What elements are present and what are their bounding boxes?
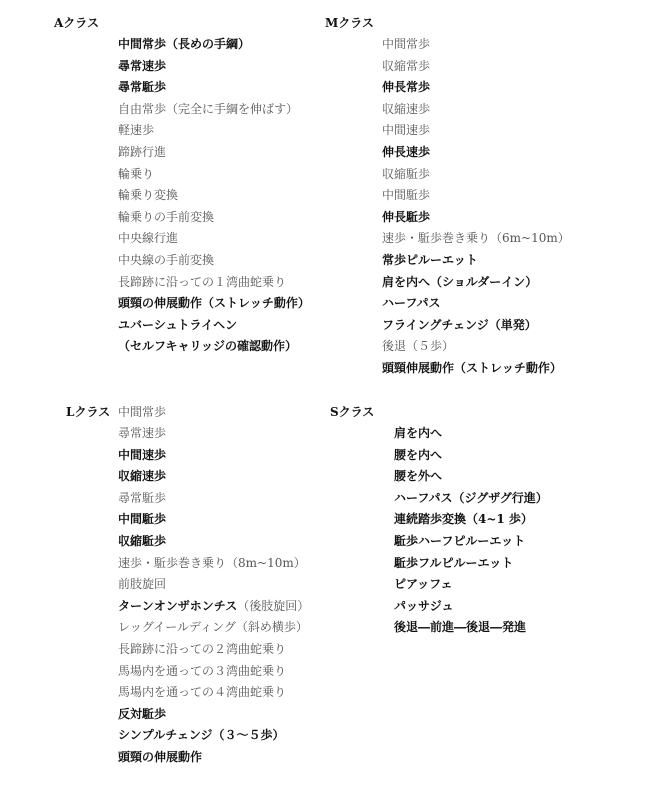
list-item <box>118 315 310 337</box>
list-item <box>382 228 570 250</box>
list-item-text: 収縮駈歩 <box>382 166 431 181</box>
list-item-text: 伸長駈歩 <box>382 209 431 224</box>
class-s-list <box>394 423 548 639</box>
list-item-text: 収縮速歩 <box>118 469 167 484</box>
list-item <box>394 466 548 488</box>
list-item <box>394 488 548 510</box>
list-item <box>118 466 309 488</box>
list-item <box>118 531 309 553</box>
list-item <box>118 661 309 683</box>
list-item <box>394 596 548 618</box>
list-item-text: 馬場内を通っての４湾曲蛇乗り <box>118 685 287 700</box>
list-item <box>382 99 570 121</box>
list-item-text: 長蹄跡に沿っての２湾曲蛇乗り <box>118 641 287 656</box>
list-item-text: 頭頸の伸展動作 <box>118 749 203 764</box>
list-item <box>118 56 310 78</box>
list-item <box>382 120 570 142</box>
list-item <box>118 250 310 272</box>
list-item-text: 中間駈歩 <box>382 188 431 203</box>
list-item-text: ピアッフェ <box>394 577 453 592</box>
list-item <box>394 531 548 553</box>
list-item-text: パッサジュ <box>394 598 454 613</box>
list-item-text: （セルフキャリッジの確認動作） <box>118 339 298 354</box>
list-item-text: 尋常速歩 <box>118 58 167 73</box>
list-item <box>118 164 310 186</box>
list-item-text: 尋常駈歩 <box>118 490 167 505</box>
list-item <box>118 596 309 618</box>
list-item-text: 腰を内へ <box>394 447 443 462</box>
list-item-text: レッグイールディング（斜め横歩） <box>118 620 308 635</box>
list-item-text: ハーフパス <box>382 296 441 311</box>
list-item-text: 中間速歩 <box>118 447 167 462</box>
list-item-text: 長蹄跡に沿っての１湾曲蛇乗り <box>118 274 287 289</box>
list-item-text: 連続踏歩変換（4~1 歩） <box>394 512 533 527</box>
list-item-text: 肩を内へ <box>394 426 443 440</box>
list-item <box>382 272 570 294</box>
list-item <box>118 99 310 121</box>
list-item-text: 中間速歩 <box>382 123 431 138</box>
list-item <box>394 445 548 467</box>
list-item <box>382 142 570 164</box>
list-item-text: 輪乗り <box>118 166 155 181</box>
list-item-text: 反対駈歩 <box>118 706 167 721</box>
list-item-text: フライングチェンジ（単発） <box>382 317 537 332</box>
class-a-heading: Aクラス <box>54 16 99 30</box>
class-m-heading: Mクラス <box>325 16 374 30</box>
list-item-text: 馬場内を通っての３湾曲蛇乗り <box>118 663 287 678</box>
list-item <box>118 574 309 596</box>
list-item <box>118 120 310 142</box>
list-item <box>118 445 309 467</box>
list-item <box>118 747 309 769</box>
list-item-text: 頭頸の伸展動作（ストレッチ動作） <box>118 296 310 311</box>
list-item <box>382 56 570 78</box>
list-item-text: 輪乗りの手前変換 <box>118 209 215 224</box>
list-item <box>382 315 570 337</box>
class-a-list <box>118 34 310 358</box>
list-item <box>118 293 310 315</box>
list-item-text: 腰を外へ <box>394 469 443 484</box>
list-item <box>394 509 548 531</box>
list-item-text: ハーフパス（ジグザグ行進） <box>394 490 548 505</box>
list-item-text: 伸長速歩 <box>382 144 431 159</box>
list-item <box>118 336 310 358</box>
list-item <box>382 34 570 56</box>
list-item-text: 中間駈歩 <box>118 512 167 527</box>
list-item-text: 収縮駈歩 <box>118 533 167 548</box>
list-item <box>382 77 570 99</box>
list-item-text: 伸長常歩 <box>382 80 431 95</box>
class-l-heading: Lクラス <box>66 405 111 419</box>
list-item <box>394 617 548 639</box>
list-item-text: 中央線の手前変換 <box>118 252 215 267</box>
list-item-text: 速歩・駈歩巻き乗り（8m~10m） <box>118 555 306 570</box>
list-item-text: 駈歩ハーフピルーエット <box>394 533 526 548</box>
list-item <box>118 639 309 661</box>
list-item <box>118 272 310 294</box>
list-item-text: ユバーシュトライヘン <box>118 317 238 332</box>
list-item-text: 常歩ピルーエット <box>382 252 478 267</box>
list-item-text: 前肢旋回 <box>118 577 167 592</box>
list-item <box>382 293 570 315</box>
list-item-text: 輪乗り変換 <box>118 188 179 203</box>
list-item-text: 尋常速歩 <box>118 426 167 440</box>
list-item <box>118 488 309 510</box>
list-item-text: 尋常駈歩 <box>118 80 167 95</box>
list-item-text: 中央線行進 <box>118 231 179 246</box>
list-item <box>118 509 309 531</box>
list-item <box>118 617 309 639</box>
list-item-text: 速歩・駈歩巻き乗り（6m~10m） <box>382 231 570 246</box>
list-item <box>382 250 570 272</box>
list-item-text: 軽速歩 <box>118 123 155 138</box>
list-item-text: シンプルチェンジ（３～５歩） <box>118 728 285 743</box>
list-item <box>118 704 309 726</box>
list-item-text: 収縮速歩 <box>382 101 431 116</box>
list-item <box>118 725 309 747</box>
list-item <box>118 682 309 704</box>
list-item-text: 中間常歩 <box>382 37 431 51</box>
list-item-text: 後退―前進―後退―発進 <box>394 620 527 635</box>
list-item-text: 蹄跡行進 <box>118 144 167 159</box>
list-item <box>394 574 548 596</box>
list-item-text: 後退（５歩） <box>382 339 455 354</box>
list-item-text: 中間常歩（長めの手綱） <box>118 37 251 51</box>
class-l-list <box>118 423 309 769</box>
list-item <box>394 423 548 445</box>
class-m-list <box>382 34 570 380</box>
list-item <box>394 553 548 575</box>
list-item <box>382 336 570 358</box>
list-item-text: 自由常歩（完全に手綱を伸ばす） <box>118 101 299 116</box>
list-item <box>118 77 310 99</box>
list-item <box>382 164 570 186</box>
list-item <box>118 423 309 445</box>
list-item <box>118 185 310 207</box>
list-item <box>118 553 309 575</box>
list-item <box>118 34 310 56</box>
list-item-text: 収縮常歩 <box>382 58 431 73</box>
list-item-text: 頭頸伸展動作（ストレッチ動作） <box>382 360 562 375</box>
list-item <box>382 185 570 207</box>
list-item <box>118 142 310 164</box>
list-item <box>118 207 310 229</box>
list-item <box>382 207 570 229</box>
list-item-text: ターンオンザホンチス <box>118 598 238 613</box>
class-s-heading: Sクラス <box>330 405 375 419</box>
list-item-text: 駈歩フルピルーエット <box>394 555 514 570</box>
class-l-first-item: 中間常歩 <box>118 405 167 419</box>
list-item-text: 肩を内へ（ショルダーイン） <box>382 274 538 289</box>
list-item-note: （後肢旋回） <box>237 598 310 613</box>
list-item <box>118 228 310 250</box>
list-item <box>382 358 570 380</box>
